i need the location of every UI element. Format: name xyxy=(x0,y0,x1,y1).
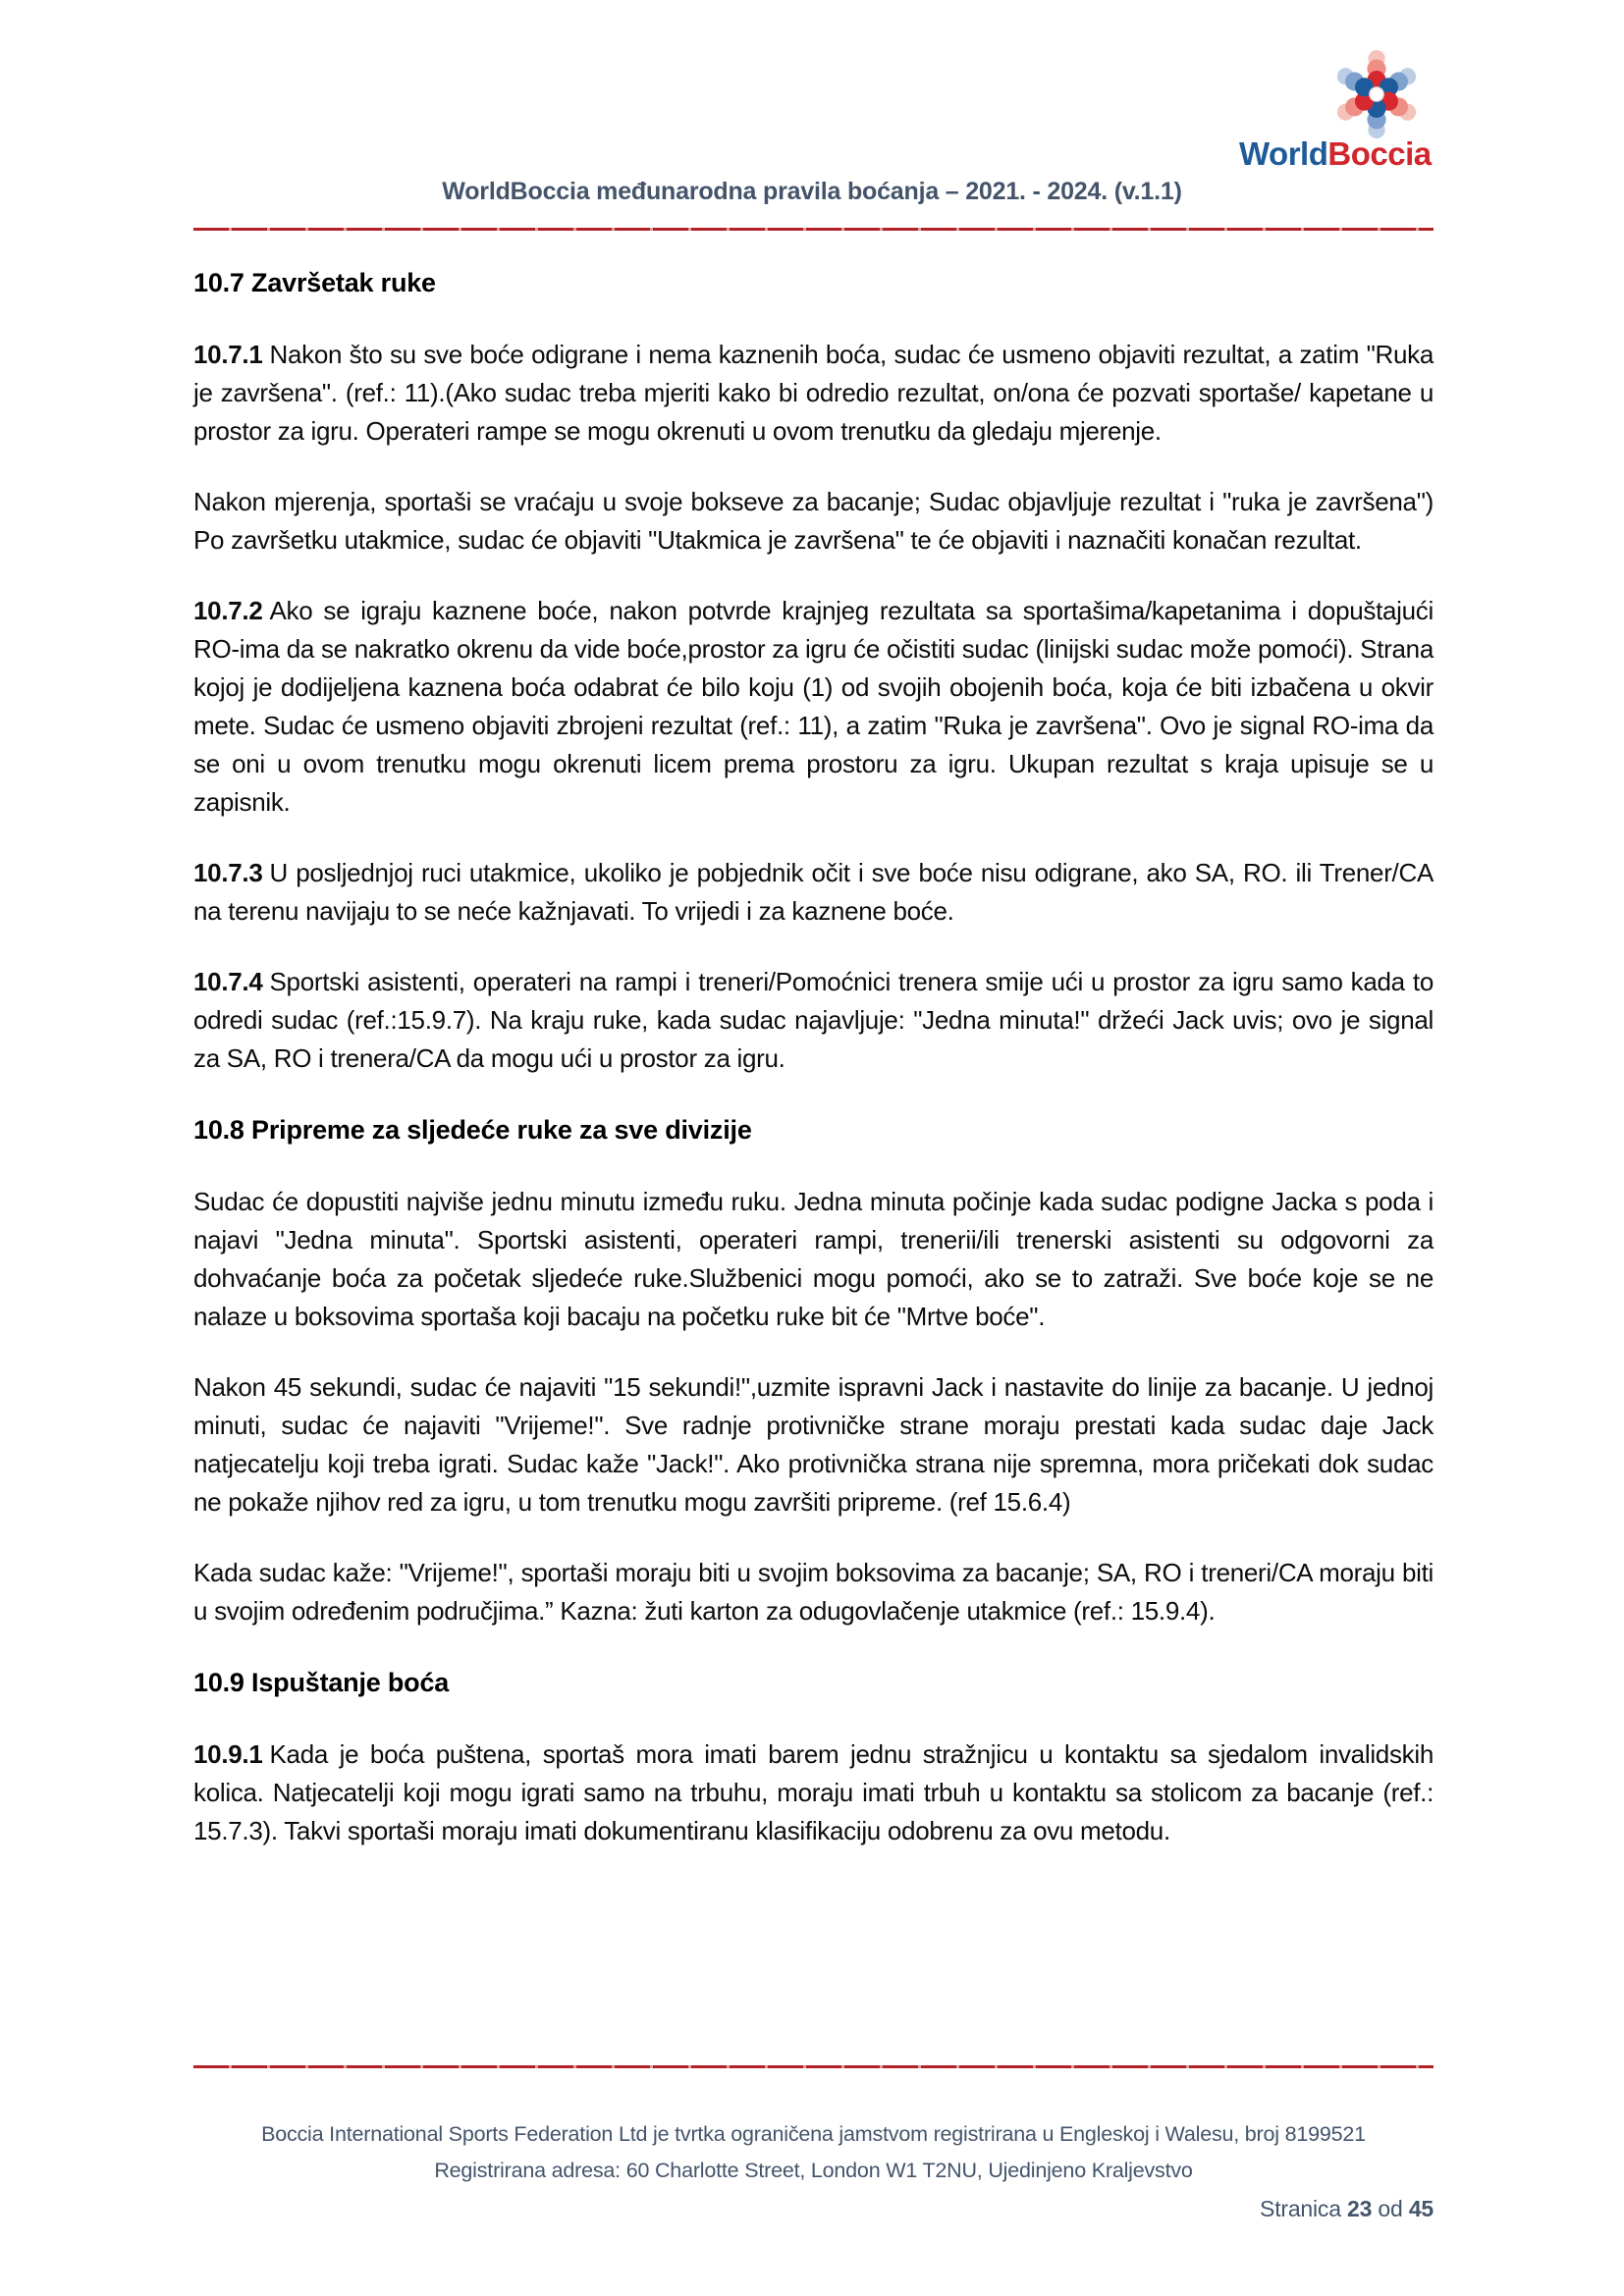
paragraph-text: Nakon 45 sekundi, sudac će najaviti "15 sekundi!",uzmite ispravni Jack i nastavite do linije za bacanje. U jednoj minuti, sudac će najaviti "Vrijeme!". Sve radnje protivničke strane moraju prestati kada sudac daje Jack natjecatelju koji treba igrati. Sudac kaže "Jack!". Ako protivnička strana nije spremna, mora pričekati dok sudac ne pokaže njihov red za igru, u tom trenutku mogu završiti pripreme. (ref 15.6.4) xyxy=(193,1372,1434,1517)
bottom-divider-rule xyxy=(193,2065,1434,2068)
section-heading-10-7: 10.7 Završetak ruke xyxy=(193,268,436,297)
page-total: 45 xyxy=(1408,2196,1434,2221)
footer-address-line: Registrirana adresa: 60 Charlotte Street, London W1 T2NU, Ujedinjeno Kraljevstvo xyxy=(434,2159,1193,2182)
footer-registration-line: Boccia International Sports Federation Ltd je tvrtka ograničena jamstvom registrirana u Engleskoj i Walesu, broj 8199521 xyxy=(261,2122,1366,2146)
paragraph-text: Nakon što su sve boće odigrane i nema kaznenih boća, sudac će usmeno objaviti rezultat, a zatim "Ruka je završena". (ref.: 11).(Ako sudac treba mjeriti kako bi odredio rezultat, on/ona će pozvati sportaše/ kapetane u prostor za igru. Operateri rampe se mogu okrenuti u ovom trenutku da gledaju mjerenje. xyxy=(193,340,1434,446)
rule-number-10-7-1: 10.7.1 xyxy=(193,340,263,369)
paragraph-text: Kada sudac kaže: "Vrijeme!", sportaši moraju biti u svojim boksovima za bacanje; SA, RO i treneri/CA moraju biti u svojim određenim područjima.” Kazna: žuti karton za odugovlačenje utakmice (ref.: 15.9.4). xyxy=(193,1558,1434,1626)
rule-number-10-7-3: 10.7.3 xyxy=(193,858,263,887)
top-divider-rule xyxy=(193,228,1434,231)
worldboccia-flower-icon xyxy=(1329,49,1424,139)
paragraph-text: Sportski asistenti, operateri na rampi i treneri/Pomoćnici trenera smije ući u prostor za igru samo kada to odredi sudac (ref.:15.9.7). Na kraju ruke, kada sudac najavljuje: "Jedna minuta!" držeći Jack uvis; ovo je signal za SA, RO i trenera/CA da mogu ući u prostor za igru. xyxy=(193,967,1434,1073)
page-footer xyxy=(193,2116,1434,2227)
paragraph-text: U posljednjoj ruci utakmice, ukoliko je pobjednik očit i sve boće nisu odigrane, ako SA, RO. ili Trener/CA na terenu navijaju to se neće kažnjavati. To vrijedi i za kaznene boće. xyxy=(193,858,1434,926)
paragraph-10-7-2 xyxy=(193,592,1434,822)
page-current: 23 xyxy=(1347,2196,1373,2221)
paragraph-text: Ako se igraju kaznene boće, nakon potvrde krajnjeg rezultata sa sportašima/kapetanima i dopuštajući RO-ima da se nakratko okrenu da vide boće,prostor za igru će očistiti sudac (linijski sudac može pomoći). Strana kojoj je dodijeljena kaznena boća odabrat će bilo koju (1) od svojih obojenih boća, koja će biti izbačena u okvir mete. Sudac će usmeno objaviti zbrojeni rezultat (ref.: 11), a zatim "Ruka je završena". Ovo je signal RO-ima da se oni u ovom trenutku mogu okrenuti licem prema prostoru za igru. Ukupan rezultat s kraja upisuje se u zapisnik. xyxy=(193,596,1434,817)
paragraph-one-minute xyxy=(193,1183,1434,1336)
paragraph-10-7-4 xyxy=(193,963,1434,1078)
paragraph-10-7-1 xyxy=(193,336,1434,451)
section-heading-10-9: 10.9 Ispuštanje boća xyxy=(193,1668,450,1697)
rule-number-10-7-2: 10.7.2 xyxy=(193,596,263,625)
page-label: Stranica xyxy=(1260,2196,1341,2221)
paragraph-text: Nakon mjerenja, sportaši se vraćaju u svoje bokseve za bacanje; Sudac objavljuje rezultat i "ruka je završena") Po završetku utakmice, sudac će objaviti "Utakmica je završena" te će objaviti i naznačiti konačan rezultat. xyxy=(193,487,1434,555)
paragraph-text: Sudac će dopustiti najviše jednu minutu između ruku. Jedna minuta počinje kada sudac podigne Jacka s poda i najavi "Jedna minuta". Sportski asistenti, operateri rampi, trenerii/ili trenerski asistenti su odgovorni za dohvaćanje boća za početak sljedeće ruke.Službenici mogu pomoći, ako se to zatraži. Sve boće koje se ne nalaze u boksovima sportaša koji bacaju na početku ruke bit će "Mrtve boće". xyxy=(193,1187,1434,1331)
rule-number-10-7-4: 10.7.4 xyxy=(193,967,263,996)
worldboccia-wordmark xyxy=(1239,135,1435,173)
rule-number-10-9-1: 10.9.1 xyxy=(193,1739,263,1769)
logo-word-boccia: Boccia xyxy=(1327,135,1432,172)
section-heading-10-8: 10.8 Pripreme za sljedeće ruke za sve divizije xyxy=(193,1115,752,1145)
logo-word-world: World xyxy=(1239,135,1328,172)
paragraph-45-seconds xyxy=(193,1368,1434,1522)
paragraph-time-call xyxy=(193,1554,1434,1630)
paragraph-text: Kada je boća puštena, sportaš mora imati barem jednu stražnjicu u kontaktu sa sjedalom invalidskih kolica. Natjecatelji koji mogu igrati samo na trbuhu, moraju imati trbuh u kontaktu sa stolicom za bacanje (ref.: 15.7.3). Takvi sportaši moraju imati dokumentiranu klasifikaciju odobrenu za ovu metodu. xyxy=(193,1739,1434,1845)
page-number xyxy=(193,2191,1434,2227)
paragraph-after-measuring xyxy=(193,483,1434,560)
document-title: WorldBoccia međunarodna pravila boćanja – 2021. - 2024. (v.1.1) xyxy=(442,178,1182,205)
page-separator: od xyxy=(1378,2196,1403,2221)
paragraph-10-7-3 xyxy=(193,854,1434,931)
paragraph-10-9-1 xyxy=(193,1735,1434,1850)
worldboccia-logo xyxy=(1239,49,1435,173)
document-body xyxy=(193,263,1434,1850)
